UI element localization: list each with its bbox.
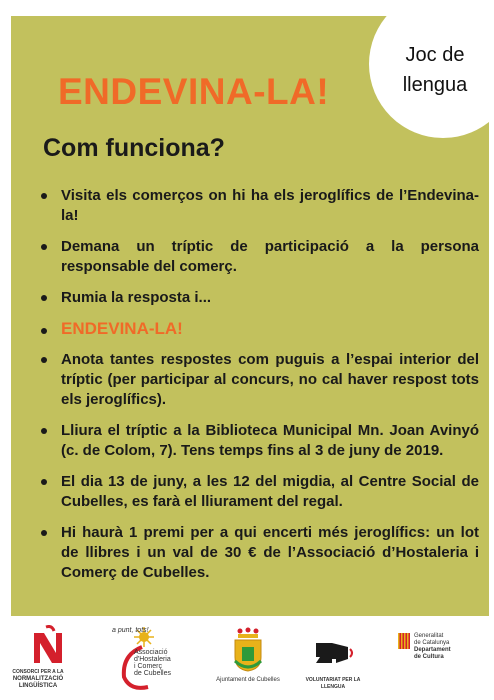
- bullet-icon: [41, 295, 47, 301]
- badge-line-2: llengua: [402, 74, 468, 96]
- list-item-text: Anota tantes respostes com puguis a l’espai interior del tríptic (per participar al concurs, no cal haver respost tots els jeroglífics).: [61, 351, 479, 408]
- bullet-icon: [41, 357, 47, 363]
- list-item-text: El dia 13 de juny, a les 12 del migdia, al Centre Social de Cubelles, es farà el lliurament del regal.: [61, 473, 479, 510]
- list-item-text: Lliura el tríptic a la Biblioteca Municipal Mn. Joan Avinyó (c. de Colom, 7). Tens temps fins al 3 de juny de 2019.: [61, 422, 479, 459]
- list-item-text: ENDEVINA-LA!: [61, 319, 183, 338]
- voluntariat-label: VOLUNTARIAT PER LA LLENGUA: [305, 677, 361, 690]
- list-item-text: Rumia la resposta i...: [61, 289, 212, 306]
- ajuntament-label: Ajuntament de Cubelles: [216, 677, 280, 683]
- sponsor-logos: [0, 625, 494, 700]
- list-item-text: Visita els comerços on hi ha els jeroglífics de l’Endevina-la!: [61, 187, 479, 224]
- page-subtitle: Com funciona?: [43, 134, 225, 162]
- associacio-line-2: d'Hostaleria: [134, 656, 171, 663]
- list-item-highlight: [39, 319, 479, 339]
- generalitat-line-4: de Cultura: [414, 654, 444, 660]
- list-item: [39, 350, 479, 410]
- speech-bubbles-icon: [298, 625, 368, 673]
- bullet-icon: [41, 428, 47, 434]
- badge-line-1: Joc de: [405, 44, 465, 66]
- instructions-list: [39, 186, 479, 594]
- town-crest-icon: [216, 625, 280, 675]
- bullet-icon: [41, 479, 47, 485]
- voluntariat-logo: [298, 625, 368, 700]
- bullet-icon: [41, 530, 47, 536]
- cpnl-line-2: NORMALITZACIÓ: [12, 676, 64, 682]
- ajuntament-logo: [216, 625, 280, 700]
- list-item: [39, 523, 479, 583]
- generalitat-line-3: Departament: [414, 647, 451, 653]
- associacio-logo: [108, 625, 188, 700]
- associacio-slogan: a punt, tots!: [112, 627, 149, 634]
- bullet-icon: [41, 328, 47, 334]
- associacio-line-3: i Comerç: [134, 663, 163, 670]
- associacio-line-1: Associació: [134, 649, 168, 656]
- generalitat-logo: [398, 625, 488, 700]
- associacio-line-4: de Cubelles: [134, 670, 171, 677]
- page-title: ENDEVINA-LA!: [58, 71, 330, 112]
- list-item: [39, 421, 479, 461]
- content-panel: [11, 16, 489, 616]
- generalitat-line-2: de Catalunya: [414, 640, 450, 646]
- list-item: [39, 237, 479, 277]
- generalitat-line-1: Generalitat: [414, 633, 444, 639]
- list-item: [39, 186, 479, 226]
- list-item-text: Hi haurà 1 premi per a qui encerti més jeroglífics: un lot de llibres i un val de 30 € de l’Associació d’Hostaleria i Comerç de Cubelles.: [61, 524, 479, 581]
- cpnl-line-1: CONSORCI PER A LA: [12, 669, 64, 675]
- game-badge: [369, 0, 494, 138]
- cpnl-logo: [8, 625, 68, 700]
- list-item: [39, 288, 479, 308]
- catalan-flag-icon: [398, 633, 410, 649]
- list-item: [39, 472, 479, 512]
- bullet-icon: [41, 244, 47, 250]
- list-item-text: Demana un tríptic de participació a la persona responsable del comerç.: [61, 238, 479, 275]
- bullet-icon: [41, 193, 47, 199]
- cpnl-mark-icon: [8, 625, 68, 667]
- cpnl-line-3: LINGÜÍSTICA: [18, 683, 58, 689]
